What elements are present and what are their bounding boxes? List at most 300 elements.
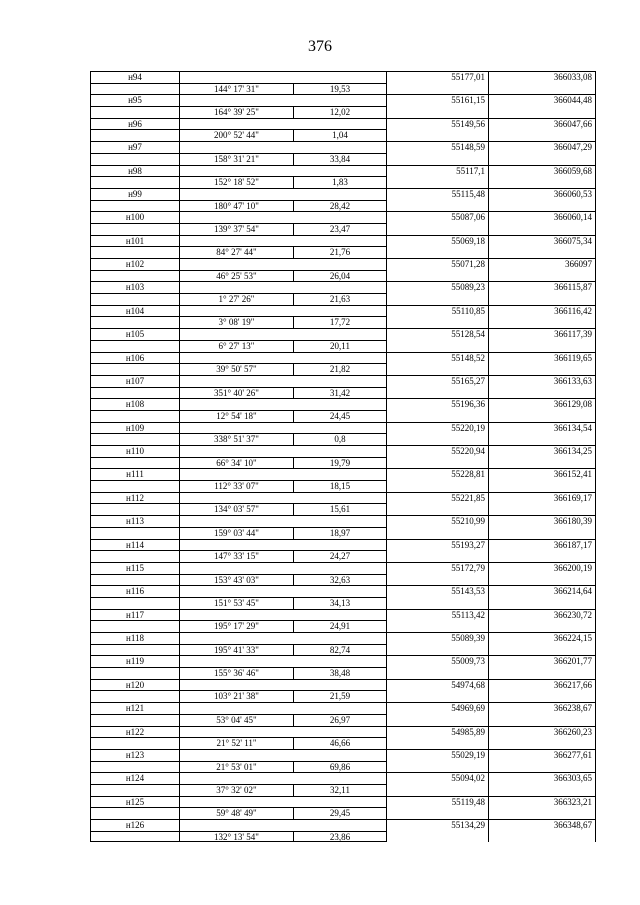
empty-cell xyxy=(489,340,596,352)
point-label: н94 xyxy=(90,71,180,83)
y-coordinate: 366033,08 xyxy=(489,71,596,83)
point-row xyxy=(90,398,596,410)
empty-cell xyxy=(90,574,180,586)
empty-cell xyxy=(387,831,489,843)
point-row xyxy=(90,352,596,364)
empty-cell xyxy=(387,574,489,586)
empty-cell xyxy=(90,644,180,656)
empty-cell xyxy=(180,422,294,434)
x-coordinate: 55128,54 xyxy=(387,328,489,340)
empty-cell xyxy=(180,655,294,667)
empty-cell xyxy=(90,597,180,609)
segment-row xyxy=(90,433,596,445)
distance: 69,86 xyxy=(294,761,387,773)
segment-row xyxy=(90,200,596,212)
empty-cell xyxy=(90,293,180,305)
y-coordinate: 366303,65 xyxy=(489,772,596,784)
bearing: 144° 17' 31" xyxy=(180,83,294,95)
point-row xyxy=(90,375,596,387)
empty-cell xyxy=(294,94,387,106)
y-coordinate: 366187,17 xyxy=(489,539,596,551)
bearing: 59° 48' 49" xyxy=(180,807,294,819)
bearing: 134° 03' 57" xyxy=(180,503,294,515)
empty-cell xyxy=(294,562,387,574)
x-coordinate: 55134,29 xyxy=(387,819,489,831)
empty-cell xyxy=(294,422,387,434)
y-coordinate: 366214,64 xyxy=(489,585,596,597)
empty-cell xyxy=(489,153,596,165)
bearing: 152° 18' 52" xyxy=(180,176,294,188)
empty-cell xyxy=(90,270,180,282)
x-coordinate: 55228,81 xyxy=(387,468,489,480)
empty-cell xyxy=(90,550,180,562)
empty-cell xyxy=(489,410,596,422)
empty-cell xyxy=(387,620,489,632)
empty-cell xyxy=(489,223,596,235)
distance: 21,59 xyxy=(294,690,387,702)
bearing: 195° 17' 29" xyxy=(180,620,294,632)
bearing: 195° 41' 33" xyxy=(180,644,294,656)
empty-cell xyxy=(387,807,489,819)
empty-cell xyxy=(489,737,596,749)
point-row xyxy=(90,141,596,153)
x-coordinate: 55165,27 xyxy=(387,375,489,387)
x-coordinate: 55117,1 xyxy=(387,165,489,177)
point-row xyxy=(90,702,596,714)
empty-cell xyxy=(90,620,180,632)
point-row xyxy=(90,445,596,457)
empty-cell xyxy=(294,679,387,691)
distance: 21,76 xyxy=(294,246,387,258)
distance: 28,42 xyxy=(294,200,387,212)
empty-cell xyxy=(90,387,180,399)
point-label: н99 xyxy=(90,188,180,200)
point-row xyxy=(90,562,596,574)
empty-cell xyxy=(180,211,294,223)
point-row xyxy=(90,328,596,340)
x-coordinate: 55089,23 xyxy=(387,281,489,293)
segment-row xyxy=(90,550,596,562)
y-coordinate: 366119,65 xyxy=(489,352,596,364)
x-coordinate: 54969,69 xyxy=(387,702,489,714)
point-label: н96 xyxy=(90,118,180,130)
empty-cell xyxy=(387,106,489,118)
bearing: 84° 27' 44" xyxy=(180,246,294,258)
x-coordinate: 55089,39 xyxy=(387,632,489,644)
point-label: н126 xyxy=(90,819,180,831)
point-row xyxy=(90,749,596,761)
distance: 1,04 xyxy=(294,129,387,141)
empty-cell xyxy=(387,714,489,726)
empty-cell xyxy=(489,620,596,632)
empty-cell xyxy=(90,667,180,679)
empty-cell xyxy=(180,609,294,621)
distance: 24,27 xyxy=(294,550,387,562)
empty-cell xyxy=(387,129,489,141)
empty-cell xyxy=(387,340,489,352)
empty-cell xyxy=(489,457,596,469)
empty-cell xyxy=(387,200,489,212)
empty-cell xyxy=(180,118,294,130)
y-coordinate: 366075,34 xyxy=(489,235,596,247)
empty-cell xyxy=(180,819,294,831)
empty-cell xyxy=(90,223,180,235)
bearing: 21° 53' 01" xyxy=(180,761,294,773)
empty-cell xyxy=(90,784,180,796)
empty-cell xyxy=(489,644,596,656)
y-coordinate: 366117,39 xyxy=(489,328,596,340)
point-row xyxy=(90,71,596,83)
segment-row xyxy=(90,761,596,773)
empty-cell xyxy=(387,270,489,282)
point-label: н114 xyxy=(90,539,180,551)
empty-cell xyxy=(294,165,387,177)
empty-cell xyxy=(489,433,596,445)
bearing: 103° 21' 38" xyxy=(180,690,294,702)
point-row xyxy=(90,796,596,808)
empty-cell xyxy=(180,94,294,106)
y-coordinate: 366044,48 xyxy=(489,94,596,106)
empty-cell xyxy=(387,527,489,539)
empty-cell xyxy=(180,585,294,597)
bearing: 155° 36' 46" xyxy=(180,667,294,679)
x-coordinate: 55143,53 xyxy=(387,585,489,597)
point-label: н112 xyxy=(90,492,180,504)
empty-cell xyxy=(387,387,489,399)
empty-cell xyxy=(387,667,489,679)
segment-row xyxy=(90,667,596,679)
bearing: 351° 40' 26" xyxy=(180,387,294,399)
empty-cell xyxy=(90,410,180,422)
y-coordinate: 366260,23 xyxy=(489,726,596,738)
distance: 32,11 xyxy=(294,784,387,796)
segment-row xyxy=(90,457,596,469)
point-label: н109 xyxy=(90,422,180,434)
distance: 26,97 xyxy=(294,714,387,726)
distance: 1,83 xyxy=(294,176,387,188)
distance: 19,79 xyxy=(294,457,387,469)
segment-row xyxy=(90,153,596,165)
coordinates-table xyxy=(90,71,596,842)
point-row xyxy=(90,655,596,667)
distance: 0,8 xyxy=(294,433,387,445)
empty-cell xyxy=(387,644,489,656)
segment-row xyxy=(90,527,596,539)
empty-cell xyxy=(180,539,294,551)
y-coordinate: 366129,08 xyxy=(489,398,596,410)
empty-cell xyxy=(180,772,294,784)
point-row xyxy=(90,258,596,270)
x-coordinate: 55172,79 xyxy=(387,562,489,574)
empty-cell xyxy=(180,281,294,293)
y-coordinate: 366230,72 xyxy=(489,609,596,621)
y-coordinate: 366047,66 xyxy=(489,118,596,130)
y-coordinate: 366323,21 xyxy=(489,796,596,808)
empty-cell xyxy=(489,293,596,305)
empty-cell xyxy=(294,211,387,223)
empty-cell xyxy=(489,83,596,95)
empty-cell xyxy=(489,574,596,586)
empty-cell xyxy=(90,316,180,328)
x-coordinate: 55196,36 xyxy=(387,398,489,410)
empty-cell xyxy=(489,690,596,702)
empty-cell xyxy=(294,352,387,364)
point-label: н121 xyxy=(90,702,180,714)
empty-cell xyxy=(90,153,180,165)
distance: 21,63 xyxy=(294,293,387,305)
segment-row xyxy=(90,246,596,258)
segment-row xyxy=(90,363,596,375)
empty-cell xyxy=(489,714,596,726)
empty-cell xyxy=(489,106,596,118)
empty-cell xyxy=(489,270,596,282)
empty-cell xyxy=(180,258,294,270)
empty-cell xyxy=(489,176,596,188)
empty-cell xyxy=(387,293,489,305)
y-coordinate: 366097 xyxy=(489,258,596,270)
empty-cell xyxy=(387,83,489,95)
bearing: 112° 33' 07" xyxy=(180,480,294,492)
empty-cell xyxy=(294,796,387,808)
y-coordinate: 366201,77 xyxy=(489,655,596,667)
empty-cell xyxy=(387,363,489,375)
empty-cell xyxy=(489,363,596,375)
empty-cell xyxy=(489,387,596,399)
empty-cell xyxy=(294,305,387,317)
point-label: н103 xyxy=(90,281,180,293)
empty-cell xyxy=(489,597,596,609)
empty-cell xyxy=(489,246,596,258)
empty-cell xyxy=(489,761,596,773)
distance: 26,04 xyxy=(294,270,387,282)
bearing: 66° 34' 10" xyxy=(180,457,294,469)
segment-row xyxy=(90,480,596,492)
distance: 24,91 xyxy=(294,620,387,632)
empty-cell xyxy=(489,527,596,539)
bearing: 158° 31' 21" xyxy=(180,153,294,165)
segment-row xyxy=(90,690,596,702)
distance: 29,45 xyxy=(294,807,387,819)
y-coordinate: 366169,17 xyxy=(489,492,596,504)
empty-cell xyxy=(294,539,387,551)
distance: 18,15 xyxy=(294,480,387,492)
empty-cell xyxy=(180,445,294,457)
point-row xyxy=(90,281,596,293)
point-row xyxy=(90,726,596,738)
bearing: 53° 04' 45" xyxy=(180,714,294,726)
x-coordinate: 54985,89 xyxy=(387,726,489,738)
distance: 19,53 xyxy=(294,83,387,95)
point-label: н119 xyxy=(90,655,180,667)
empty-cell xyxy=(180,305,294,317)
empty-cell xyxy=(294,772,387,784)
empty-cell xyxy=(90,83,180,95)
point-label: н101 xyxy=(90,235,180,247)
empty-cell xyxy=(387,737,489,749)
empty-cell xyxy=(387,503,489,515)
empty-cell xyxy=(90,246,180,258)
y-coordinate: 366059,68 xyxy=(489,165,596,177)
y-coordinate: 366047,29 xyxy=(489,141,596,153)
x-coordinate: 55113,42 xyxy=(387,609,489,621)
point-label: н125 xyxy=(90,796,180,808)
x-coordinate: 55161,15 xyxy=(387,94,489,106)
bearing: 139° 37' 54" xyxy=(180,223,294,235)
x-coordinate: 55069,18 xyxy=(387,235,489,247)
empty-cell xyxy=(387,550,489,562)
point-row xyxy=(90,165,596,177)
empty-cell xyxy=(294,235,387,247)
empty-cell xyxy=(180,71,294,83)
point-label: н116 xyxy=(90,585,180,597)
point-label: н107 xyxy=(90,375,180,387)
empty-cell xyxy=(90,200,180,212)
distance: 12,02 xyxy=(294,106,387,118)
x-coordinate: 54974,68 xyxy=(387,679,489,691)
x-coordinate: 55220,19 xyxy=(387,422,489,434)
point-label: н100 xyxy=(90,211,180,223)
segment-row xyxy=(90,129,596,141)
x-coordinate: 55115,48 xyxy=(387,188,489,200)
point-row xyxy=(90,515,596,527)
point-label: н120 xyxy=(90,679,180,691)
distance: 82,74 xyxy=(294,644,387,656)
empty-cell xyxy=(294,515,387,527)
point-label: н105 xyxy=(90,328,180,340)
x-coordinate: 55148,59 xyxy=(387,141,489,153)
empty-cell xyxy=(489,807,596,819)
empty-cell xyxy=(90,737,180,749)
segment-row xyxy=(90,737,596,749)
x-coordinate: 55148,52 xyxy=(387,352,489,364)
bearing: 159° 03' 44" xyxy=(180,527,294,539)
point-label: н98 xyxy=(90,165,180,177)
point-label: н124 xyxy=(90,772,180,784)
bearing: 338° 51' 37" xyxy=(180,433,294,445)
bearing: 132° 13' 54" xyxy=(180,831,294,843)
segment-row xyxy=(90,644,596,656)
point-row xyxy=(90,118,596,130)
segment-row xyxy=(90,387,596,399)
point-label: н111 xyxy=(90,468,180,480)
empty-cell xyxy=(180,468,294,480)
empty-cell xyxy=(180,515,294,527)
empty-cell xyxy=(387,433,489,445)
x-coordinate: 55009,73 xyxy=(387,655,489,667)
empty-cell xyxy=(90,340,180,352)
empty-cell xyxy=(294,655,387,667)
empty-cell xyxy=(180,492,294,504)
empty-cell xyxy=(294,492,387,504)
point-row xyxy=(90,539,596,551)
point-row xyxy=(90,772,596,784)
x-coordinate: 55087,06 xyxy=(387,211,489,223)
bearing: 21° 52' 11" xyxy=(180,737,294,749)
y-coordinate: 366134,25 xyxy=(489,445,596,457)
distance: 38,48 xyxy=(294,667,387,679)
segment-row xyxy=(90,831,596,843)
y-coordinate: 366115,87 xyxy=(489,281,596,293)
distance: 17,72 xyxy=(294,316,387,328)
segment-row xyxy=(90,316,596,328)
empty-cell xyxy=(180,796,294,808)
bearing: 147° 33' 15" xyxy=(180,550,294,562)
point-row xyxy=(90,492,596,504)
empty-cell xyxy=(294,702,387,714)
bearing: 12° 54' 18" xyxy=(180,410,294,422)
empty-cell xyxy=(387,176,489,188)
empty-cell xyxy=(180,679,294,691)
bearing: 39° 50' 57" xyxy=(180,363,294,375)
point-label: н102 xyxy=(90,258,180,270)
y-coordinate: 366238,67 xyxy=(489,702,596,714)
empty-cell xyxy=(294,749,387,761)
empty-cell xyxy=(294,375,387,387)
point-label: н95 xyxy=(90,94,180,106)
point-label: н106 xyxy=(90,352,180,364)
distance: 32,63 xyxy=(294,574,387,586)
segment-row xyxy=(90,503,596,515)
empty-cell xyxy=(294,445,387,457)
distance: 21,82 xyxy=(294,363,387,375)
empty-cell xyxy=(180,632,294,644)
empty-cell xyxy=(180,749,294,761)
empty-cell xyxy=(90,363,180,375)
empty-cell xyxy=(387,480,489,492)
segment-row xyxy=(90,574,596,586)
y-coordinate: 366217,66 xyxy=(489,679,596,691)
point-row xyxy=(90,609,596,621)
empty-cell xyxy=(489,784,596,796)
x-coordinate: 55177,01 xyxy=(387,71,489,83)
empty-cell xyxy=(387,223,489,235)
distance: 34,13 xyxy=(294,597,387,609)
empty-cell xyxy=(387,597,489,609)
distance: 23,47 xyxy=(294,223,387,235)
empty-cell xyxy=(180,375,294,387)
empty-cell xyxy=(294,118,387,130)
y-coordinate: 366277,61 xyxy=(489,749,596,761)
empty-cell xyxy=(489,667,596,679)
distance: 46,66 xyxy=(294,737,387,749)
y-coordinate: 366134,54 xyxy=(489,422,596,434)
empty-cell xyxy=(489,316,596,328)
x-coordinate: 55119,48 xyxy=(387,796,489,808)
point-row xyxy=(90,94,596,106)
segment-row xyxy=(90,293,596,305)
y-coordinate: 366200,19 xyxy=(489,562,596,574)
empty-cell xyxy=(489,503,596,515)
empty-cell xyxy=(90,761,180,773)
empty-cell xyxy=(90,714,180,726)
x-coordinate: 55071,28 xyxy=(387,258,489,270)
empty-cell xyxy=(90,690,180,702)
empty-cell xyxy=(294,398,387,410)
empty-cell xyxy=(90,106,180,118)
empty-cell xyxy=(180,235,294,247)
segment-row xyxy=(90,340,596,352)
empty-cell xyxy=(489,831,596,843)
empty-cell xyxy=(180,141,294,153)
bearing: 46° 25' 53" xyxy=(180,270,294,282)
empty-cell xyxy=(180,188,294,200)
empty-cell xyxy=(294,632,387,644)
empty-cell xyxy=(180,352,294,364)
empty-cell xyxy=(180,702,294,714)
empty-cell xyxy=(294,188,387,200)
segment-row xyxy=(90,714,596,726)
empty-cell xyxy=(387,690,489,702)
